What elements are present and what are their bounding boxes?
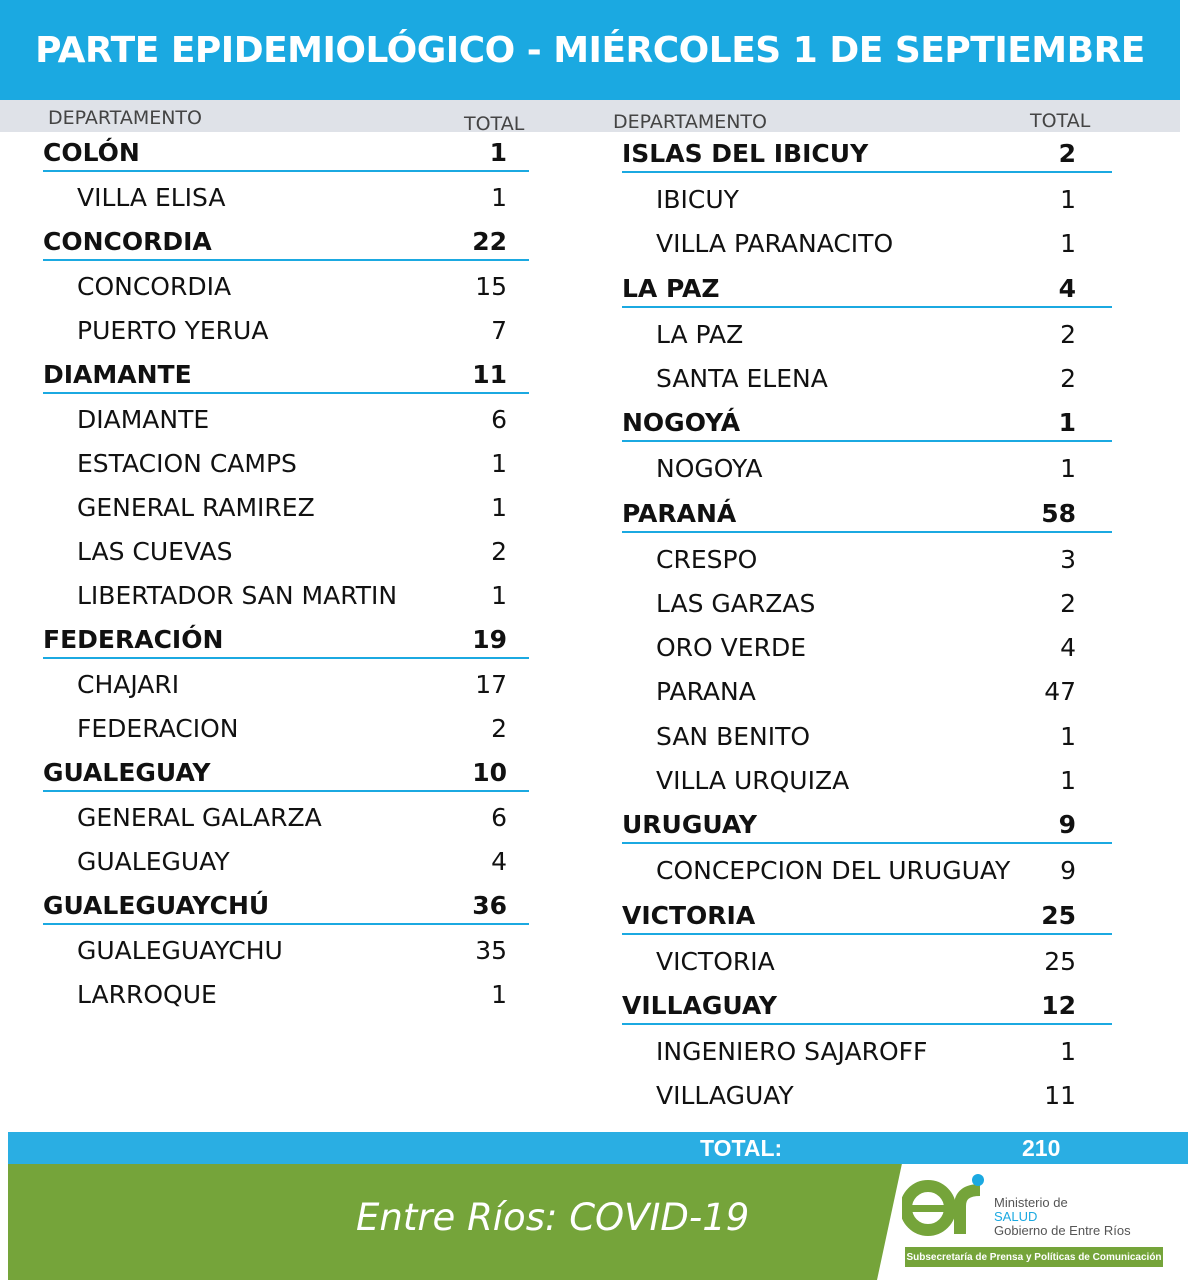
- city-value: 3: [1060, 544, 1076, 574]
- city-value: 25: [1044, 946, 1076, 976]
- salud-label: SALUD: [994, 1209, 1038, 1224]
- department-name: URUGUAY: [622, 810, 757, 840]
- department-row: [43, 225, 529, 261]
- city-row: [77, 712, 507, 748]
- city-row: [77, 978, 507, 1014]
- city-name: FEDERACION: [77, 714, 239, 743]
- department-total: 4: [1058, 273, 1076, 303]
- city-value: 2: [1060, 363, 1076, 393]
- page-title: PARTE EPIDEMIOLÓGICO - MIÉRCOLES 1 DE SEPTIEMBRE: [35, 29, 1145, 71]
- footer-caption: Entre Ríos: COVID-19: [356, 1196, 750, 1239]
- city-row: [656, 318, 1076, 354]
- city-value: 1: [1060, 766, 1076, 795]
- left-dept-header: DEPARTAMENTO: [48, 107, 202, 129]
- city-row: [77, 403, 507, 439]
- city-name: ESTACION CAMPS: [77, 449, 297, 478]
- department-row: [43, 136, 529, 172]
- title-bar: [0, 0, 1180, 100]
- city-name: CONCEPCION DEL URUGUAY: [656, 856, 1011, 886]
- city-name: LAS CUEVAS: [77, 537, 233, 566]
- city-row: [77, 270, 507, 306]
- city-name: GUALEGUAY: [77, 847, 230, 876]
- department-name: NOGOYÁ: [622, 408, 741, 438]
- city-name: VILLA ELISA: [77, 183, 226, 212]
- city-value: 15: [475, 272, 507, 301]
- city-name: ORO VERDE: [656, 633, 806, 663]
- department-total: 12: [1041, 990, 1076, 1020]
- department-total: 22: [472, 227, 507, 256]
- department-row: [43, 889, 529, 925]
- department-name: ISLAS DEL IBICUY: [622, 139, 869, 168]
- department-name: DIAMANTE: [43, 360, 192, 389]
- city-name: DIAMANTE: [77, 405, 210, 434]
- gobierno-label: Gobierno de Entre Ríos: [994, 1223, 1131, 1238]
- right-dept-header: DEPARTAMENTO: [613, 111, 767, 133]
- subsecretaria-label: Subsecretaría de Prensa y Políticas de Comunicación: [905, 1247, 1163, 1267]
- ministerio-label: Ministerio de: [994, 1195, 1068, 1210]
- city-value: 1: [1060, 229, 1076, 259]
- city-row: [656, 631, 1076, 667]
- department-row: [622, 808, 1112, 844]
- city-row: [77, 181, 507, 217]
- city-name: VILLA PARANACITO: [656, 229, 894, 259]
- city-row: [656, 1035, 1076, 1071]
- department-total: 19: [472, 625, 507, 654]
- city-name: GUALEGUAYCHU: [77, 936, 283, 965]
- city-row: [656, 1079, 1076, 1115]
- city-row: [77, 535, 507, 571]
- city-row: [77, 447, 507, 483]
- left-total-header: TOTAL: [464, 113, 525, 135]
- city-row: [77, 801, 507, 837]
- city-value: 1: [491, 493, 507, 522]
- city-value: 2: [491, 714, 507, 743]
- city-row: [656, 543, 1076, 579]
- city-row: [656, 675, 1076, 711]
- city-name: LA PAZ: [656, 319, 744, 349]
- city-value: 6: [491, 405, 507, 434]
- city-value: 6: [491, 803, 507, 832]
- city-row: [77, 314, 507, 350]
- city-value: 4: [1060, 633, 1076, 663]
- city-value: 1: [491, 183, 507, 212]
- city-value: 11: [1044, 1081, 1076, 1111]
- department-name: VILLAGUAY: [622, 990, 777, 1020]
- department-name: COLÓN: [43, 138, 140, 167]
- department-row: [43, 623, 529, 659]
- ministerio-block: [994, 1196, 1131, 1238]
- city-row: [656, 587, 1076, 623]
- city-value: 1: [1060, 1036, 1076, 1066]
- city-row: [656, 183, 1076, 219]
- city-row: [656, 854, 1076, 890]
- city-name: GENERAL RAMIREZ: [77, 493, 315, 522]
- city-name: CRESPO: [656, 544, 758, 574]
- city-row: [656, 764, 1076, 800]
- city-value: 9: [1060, 856, 1076, 886]
- city-name: VILLAGUAY: [656, 1081, 794, 1111]
- city-name: GENERAL GALARZA: [77, 803, 322, 832]
- city-row: [656, 227, 1076, 263]
- city-value: 1: [1060, 454, 1076, 484]
- department-name: GUALEGUAY: [43, 758, 211, 787]
- city-name: SAN BENITO: [656, 721, 811, 751]
- department-row: [622, 497, 1112, 533]
- department-name: LA PAZ: [622, 273, 720, 303]
- city-value: 4: [491, 847, 507, 876]
- department-total: 25: [1041, 900, 1076, 930]
- city-value: 2: [1060, 319, 1076, 349]
- department-total: 11: [472, 360, 507, 389]
- department-total: 2: [1058, 139, 1076, 168]
- department-name: VICTORIA: [622, 900, 756, 930]
- city-name: LAS GARZAS: [656, 588, 816, 618]
- city-name: INGENIERO SAJAROFF: [656, 1036, 928, 1066]
- department-row: [622, 989, 1112, 1025]
- city-name: LIBERTADOR SAN MARTIN: [77, 581, 398, 610]
- department-row: [43, 756, 529, 792]
- department-total: 9: [1058, 810, 1076, 840]
- department-row: [622, 899, 1112, 935]
- city-value: 1: [491, 980, 507, 1009]
- city-value: 2: [1060, 588, 1076, 618]
- city-name: PARANA: [656, 677, 756, 707]
- city-value: 1: [491, 449, 507, 478]
- department-name: FEDERACIÓN: [43, 625, 224, 654]
- department-name: CONCORDIA: [43, 227, 212, 256]
- right-total-header: TOTAL: [1030, 110, 1091, 132]
- city-name: CONCORDIA: [77, 272, 232, 301]
- city-name: SANTA ELENA: [656, 363, 828, 393]
- city-name: PUERTO YERUA: [77, 316, 269, 345]
- city-row: [656, 452, 1076, 488]
- department-total: 10: [472, 758, 507, 787]
- city-row: [77, 934, 507, 970]
- city-row: [656, 362, 1076, 398]
- city-name: VILLA URQUIZA: [656, 766, 850, 795]
- city-name: VICTORIA: [656, 946, 775, 976]
- city-value: 1: [491, 581, 507, 610]
- city-row: [77, 579, 507, 615]
- department-name: GUALEGUAYCHÚ: [43, 891, 270, 920]
- department-row: [622, 272, 1112, 308]
- city-row: [656, 720, 1076, 756]
- city-value: 47: [1044, 677, 1076, 707]
- department-name: PARANÁ: [622, 498, 737, 528]
- city-name: CHAJARI: [77, 670, 180, 699]
- city-name: IBICUY: [656, 185, 739, 214]
- total-bar: [8, 1132, 1188, 1164]
- total-value: 210: [1022, 1135, 1061, 1161]
- city-name: NOGOYA: [656, 454, 763, 484]
- city-value: 7: [491, 316, 507, 345]
- city-row: [77, 491, 507, 527]
- department-total: 1: [489, 138, 507, 167]
- city-row: [77, 845, 507, 881]
- er-logo-icon: [902, 1172, 990, 1238]
- city-value: 1: [1060, 721, 1076, 751]
- city-value: 1: [1060, 185, 1076, 214]
- city-value: 35: [475, 936, 507, 965]
- city-row: [77, 668, 507, 704]
- department-total: 36: [472, 891, 507, 920]
- total-label: TOTAL:: [700, 1135, 783, 1161]
- city-row: [656, 945, 1076, 981]
- city-name: LARROQUE: [77, 980, 217, 1009]
- department-total: 1: [1058, 408, 1076, 438]
- department-row: [622, 406, 1112, 442]
- department-total: 58: [1041, 498, 1076, 528]
- city-value: 17: [475, 670, 507, 699]
- department-row: [43, 358, 529, 394]
- department-row: [622, 137, 1112, 173]
- city-value: 2: [491, 537, 507, 566]
